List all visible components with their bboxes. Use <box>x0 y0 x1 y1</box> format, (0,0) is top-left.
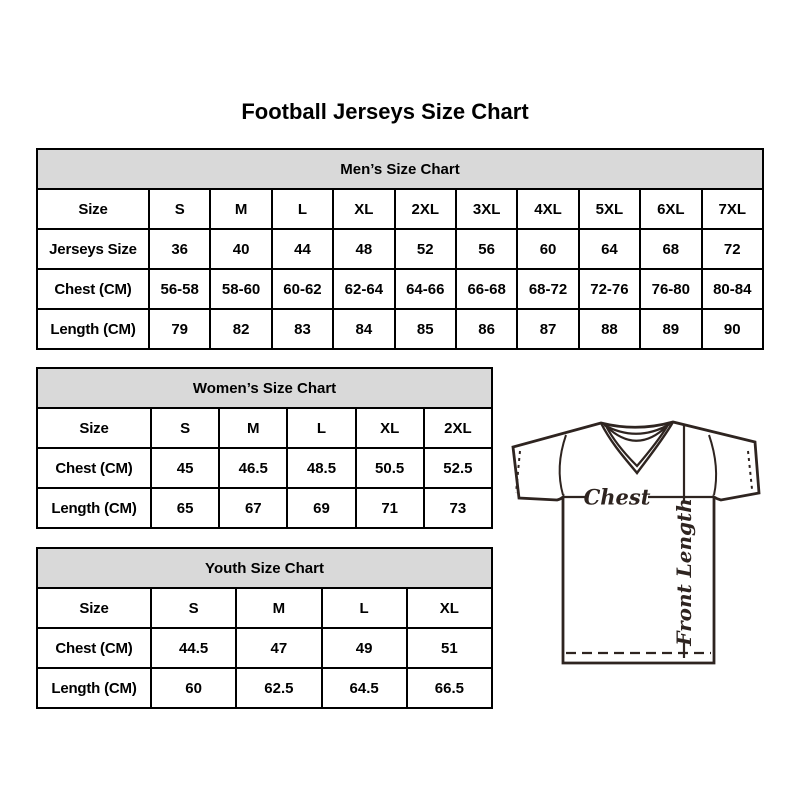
row-label-cell: Chest (CM) <box>37 269 149 309</box>
table-row <box>37 269 763 309</box>
jersey-outline-icon <box>513 422 759 663</box>
table-title: Youth Size Chart <box>37 548 492 588</box>
table-title: Men’s Size Chart <box>37 149 763 189</box>
size-cell: 44.5 <box>151 628 236 668</box>
column-header-cell: S <box>151 588 236 628</box>
size-cell: 67 <box>219 488 287 528</box>
size-cell: 90 <box>702 309 763 349</box>
table-row <box>37 448 492 488</box>
size-cell: 66-68 <box>456 269 517 309</box>
column-header-cell: XL <box>333 189 394 229</box>
size-cell: 56-58 <box>149 269 210 309</box>
size-cell: 84 <box>333 309 394 349</box>
size-cell: 64 <box>579 229 640 269</box>
row-label-cell: Chest (CM) <box>37 628 151 668</box>
row-label-cell: Size <box>37 588 151 628</box>
size-cell: 62.5 <box>236 668 321 708</box>
right-armhole-seam <box>709 435 716 495</box>
size-cell: 60-62 <box>272 269 333 309</box>
chest-label: Chest <box>583 484 651 510</box>
table-row <box>37 628 492 668</box>
size-cell: 45 <box>151 448 219 488</box>
size-cell: 88 <box>579 309 640 349</box>
page-title: Football Jerseys Size Chart <box>241 99 529 124</box>
mens-size-table <box>36 148 764 350</box>
row-label-cell: Length (CM) <box>37 309 149 349</box>
column-header-cell: 5XL <box>579 189 640 229</box>
row-label-cell: Size <box>37 408 151 448</box>
size-cell: 66.5 <box>407 668 492 708</box>
table-title: Women’s Size Chart <box>37 368 492 408</box>
size-cell: 85 <box>395 309 456 349</box>
size-cell: 40 <box>210 229 271 269</box>
column-header-cell: 2XL <box>395 189 456 229</box>
table-row <box>37 229 763 269</box>
row-label-cell: Chest (CM) <box>37 448 151 488</box>
row-label-cell: Length (CM) <box>37 488 151 528</box>
youth-size-table <box>36 547 493 709</box>
size-cell: 72-76 <box>579 269 640 309</box>
size-cell: 60 <box>517 229 578 269</box>
size-cell: 62-64 <box>333 269 394 309</box>
column-header-cell: XL <box>356 408 424 448</box>
column-header-cell: L <box>272 189 333 229</box>
column-header-cell: 7XL <box>702 189 763 229</box>
size-cell: 76-80 <box>640 269 701 309</box>
row-label-cell: Length (CM) <box>37 668 151 708</box>
size-cell: 82 <box>210 309 271 349</box>
size-cell: 71 <box>356 488 424 528</box>
table-row <box>37 309 763 349</box>
column-header-cell: M <box>219 408 287 448</box>
size-cell: 64-66 <box>395 269 456 309</box>
size-cell: 64.5 <box>322 668 407 708</box>
table-title-row <box>37 368 492 408</box>
size-cell: 49 <box>322 628 407 668</box>
size-cell: 86 <box>456 309 517 349</box>
table-title-row <box>37 548 492 588</box>
right-cuff-dashed-line <box>748 451 752 489</box>
table-title-row <box>37 149 763 189</box>
size-cell: 36 <box>149 229 210 269</box>
size-cell: 68 <box>640 229 701 269</box>
column-header-cell: S <box>149 189 210 229</box>
column-header-cell: 2XL <box>424 408 492 448</box>
column-header-cell: 6XL <box>640 189 701 229</box>
table-row <box>37 189 763 229</box>
table-row <box>37 408 492 448</box>
size-cell: 48 <box>333 229 394 269</box>
column-header-cell: 4XL <box>517 189 578 229</box>
column-header-cell: 3XL <box>456 189 517 229</box>
size-cell: 44 <box>272 229 333 269</box>
column-header-cell: M <box>236 588 321 628</box>
size-cell: 72 <box>702 229 763 269</box>
front-length-label: Front Length <box>672 498 696 646</box>
left-armhole-seam <box>560 435 566 495</box>
size-cell: 65 <box>151 488 219 528</box>
size-cell: 73 <box>424 488 492 528</box>
table-row <box>37 668 492 708</box>
column-header-cell: XL <box>407 588 492 628</box>
size-cell: 47 <box>236 628 321 668</box>
womens-size-table <box>36 367 493 529</box>
size-cell: 68-72 <box>517 269 578 309</box>
jersey-diagram <box>500 415 772 670</box>
row-label-cell: Size <box>37 189 149 229</box>
size-cell: 60 <box>151 668 236 708</box>
size-cell: 50.5 <box>356 448 424 488</box>
size-cell: 51 <box>407 628 492 668</box>
size-cell: 83 <box>272 309 333 349</box>
size-cell: 80-84 <box>702 269 763 309</box>
size-cell: 46.5 <box>219 448 287 488</box>
size-cell: 89 <box>640 309 701 349</box>
size-cell: 87 <box>517 309 578 349</box>
table-row <box>37 488 492 528</box>
size-cell: 52 <box>395 229 456 269</box>
size-cell: 52.5 <box>424 448 492 488</box>
row-label-cell: Jerseys Size <box>37 229 149 269</box>
size-cell: 79 <box>149 309 210 349</box>
size-cell: 56 <box>456 229 517 269</box>
table-row <box>37 588 492 628</box>
column-header-cell: S <box>151 408 219 448</box>
column-header-cell: L <box>287 408 355 448</box>
size-cell: 48.5 <box>287 448 355 488</box>
size-cell: 58-60 <box>210 269 271 309</box>
size-cell: 69 <box>287 488 355 528</box>
column-header-cell: L <box>322 588 407 628</box>
column-header-cell: M <box>210 189 271 229</box>
